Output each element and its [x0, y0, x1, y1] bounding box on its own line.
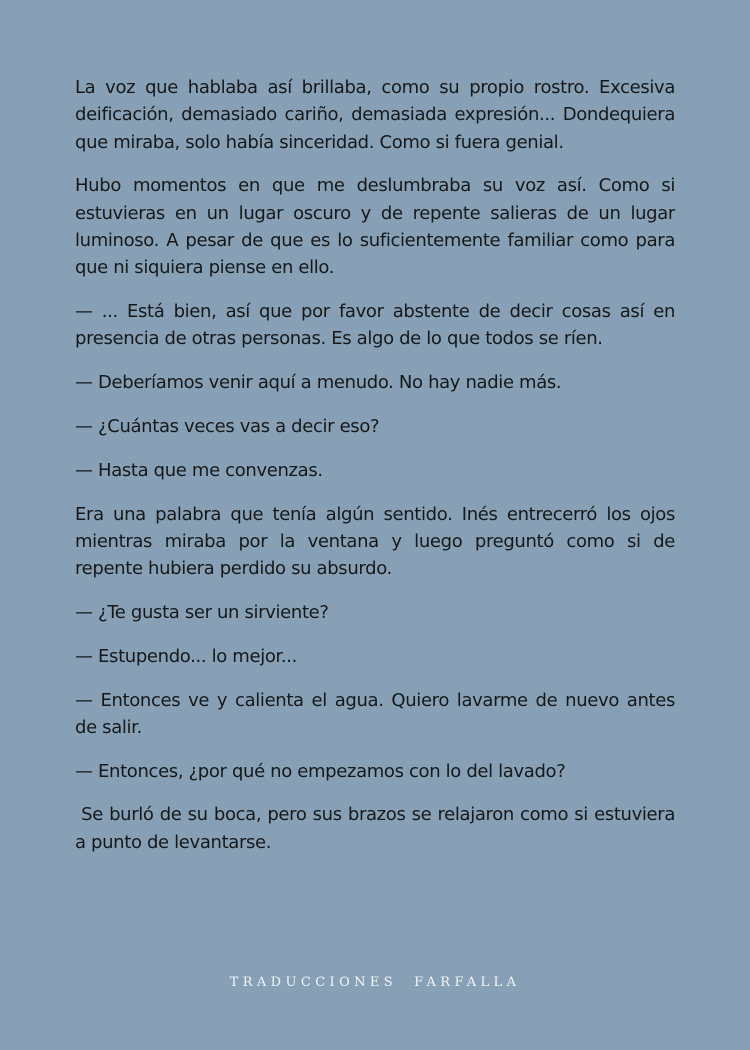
paragraph: Hubo momentos en que me deslumbraba su voz así. Como si estuvieras en un lugar oscuro y de repente salieras de un lugar luminoso. A pesar de que es lo suficientemente familiar como para que ni siquiera piense en ello.: [75, 175, 675, 279]
dialogue-line: — Deberíamos venir aquí a menudo. No hay nadie más.: [75, 372, 562, 394]
page-body: [75, 74, 681, 873]
dialogue-line: — Hasta que me convenzas.: [75, 459, 323, 481]
paragraph: Era una palabra que tenía algún sentido. Inés entrecerró los ojos mientras miraba por la ventana y luego preguntó como si de repente hubiera perdido su absurdo.: [75, 503, 675, 580]
dialogue-line: — Estupendo... lo mejor...: [75, 645, 298, 667]
dialogue-line: — Entonces, ¿por qué no empezamos con lo del lavado?: [75, 760, 566, 782]
paragraph: Se burló de su boca, pero sus brazos se relajaron como si estuviera a punto de levantarse.: [75, 804, 681, 853]
footer-credit: TRADUCCIONES FARFALLA: [229, 975, 521, 990]
dialogue-line: — Entonces ve y calienta el agua. Quiero lavarme de nuevo antes de salir.: [75, 689, 675, 738]
dialogue-line: — ¿Te gusta ser un sirviente?: [75, 601, 329, 623]
dialogue-line: — ... Está bien, así que por favor abstente de decir cosas así en presencia de otras personas. Es algo de lo que todos se ríen.: [75, 301, 675, 350]
paragraph: La voz que hablaba así brillaba, como su propio rostro. Excesiva deificación, demasiado cariño, demasiada expresión... Dondequiera que miraba, solo había sinceridad. Como si fuera genial.: [75, 77, 675, 153]
dialogue-line: — ¿Cuántas veces vas a decir eso?: [75, 415, 380, 437]
